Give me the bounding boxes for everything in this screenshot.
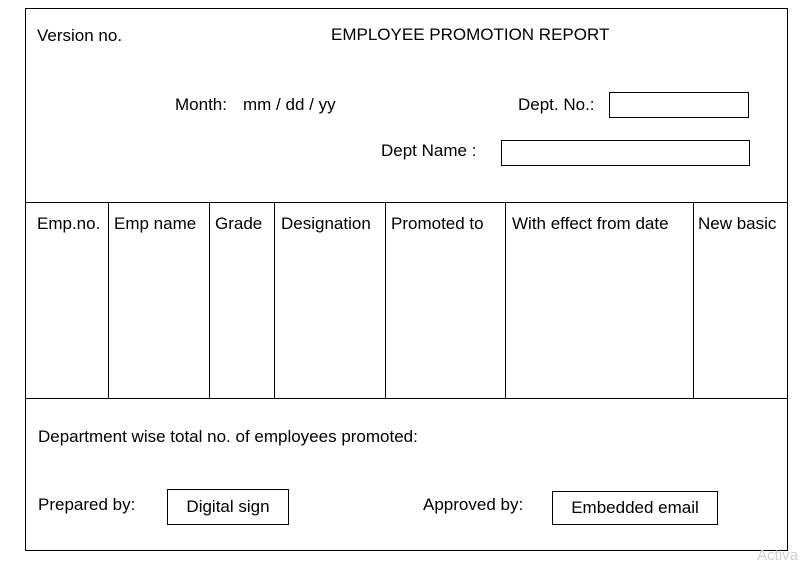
month-value: mm / dd / yy [243, 95, 336, 114]
embedded-email-button[interactable]: Embedded email [552, 491, 718, 525]
dept-no-field[interactable] [609, 92, 749, 118]
column-divider [385, 202, 386, 398]
column-divider [505, 202, 506, 398]
report-form [25, 8, 788, 551]
column-header-effective-date: With effect from date [512, 214, 669, 233]
prepared-by-label: Prepared by: [38, 495, 136, 514]
column-divider [693, 202, 694, 398]
month-label: Month: [175, 95, 227, 114]
page-title: EMPLOYEE PROMOTION REPORT [331, 25, 610, 44]
column-header-designation: Designation [281, 214, 371, 233]
version-label: Version no. [37, 26, 123, 45]
column-divider [274, 202, 275, 398]
column-header-emp-name: Emp name [114, 214, 197, 233]
dept-name-label: Dept Name : [381, 141, 477, 160]
column-header-grade: Grade [215, 214, 263, 233]
approved-by-label: Approved by: [423, 495, 524, 514]
activation-watermark: Activa [757, 547, 798, 564]
column-header-emp-no: Emp.no. [37, 214, 101, 233]
dept-name-field[interactable] [501, 140, 750, 166]
table-top-divider [26, 202, 787, 203]
column-divider [209, 202, 210, 398]
column-header-promoted-to: Promoted to [391, 214, 484, 233]
column-divider [108, 202, 109, 398]
column-header-new-basic: New basic [698, 214, 777, 233]
total-promoted-label: Department wise total no. of employees promoted: [38, 427, 418, 446]
table-bottom-divider [26, 398, 787, 399]
digital-sign-button[interactable]: Digital sign [167, 489, 289, 525]
dept-no-label: Dept. No.: [518, 95, 595, 114]
